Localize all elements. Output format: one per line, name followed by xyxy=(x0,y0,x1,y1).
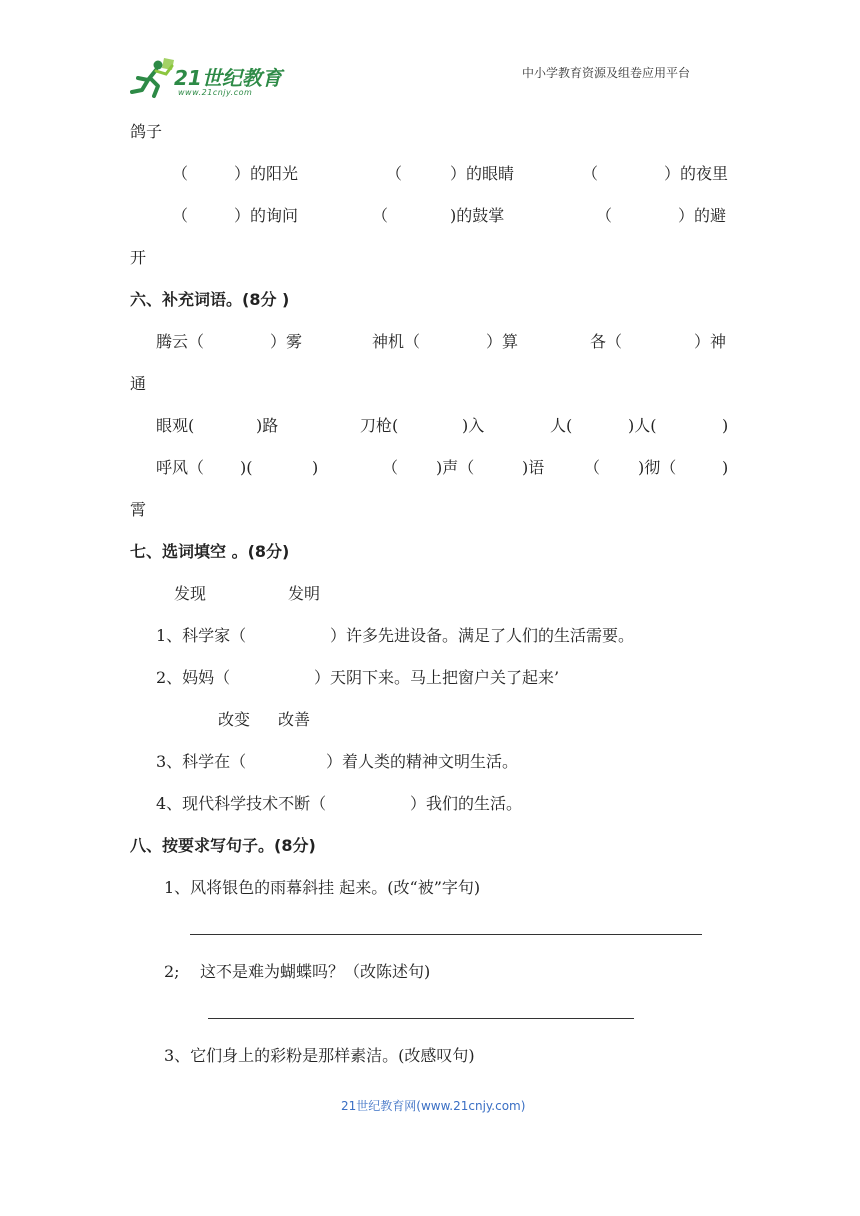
idiom-part: 呼风（ xyxy=(156,458,205,477)
phrase-text: ）的阳光 xyxy=(234,164,299,183)
phrase-text: ）的眼睛 xyxy=(450,164,515,183)
question-text: 2、妈妈（ xyxy=(156,668,231,687)
word-option: 发现 xyxy=(174,584,207,603)
idiom-part: ) xyxy=(722,416,729,435)
question-text: ）我们的生活。 xyxy=(410,794,523,813)
idiom-part: 神机（ xyxy=(372,332,421,351)
section-6-title: 六、补充词语。(8分 ) xyxy=(130,290,290,309)
answer-line-2[interactable] xyxy=(208,1018,634,1019)
phrase-text: ）的夜里 xyxy=(664,164,729,183)
blank-open: （ xyxy=(582,164,599,183)
idiom-part: ）雾 xyxy=(270,332,303,351)
footer-link[interactable]: 21世纪教育网(www.21cnjy.com) xyxy=(341,1099,526,1113)
section-7-title: 七、选词填空 。(8分) xyxy=(130,542,290,561)
blank-open: （ xyxy=(172,206,189,225)
idiom-part: )入 xyxy=(462,416,485,435)
blank-open: （ xyxy=(596,206,613,225)
idiom-part: )语 xyxy=(522,458,545,477)
idiom-part: )人( xyxy=(628,416,657,435)
blank-open: （ xyxy=(372,206,389,225)
question-text: ）天阴下来。马上把窗户关了起来’ xyxy=(314,668,560,687)
idiom-part: )彻（ xyxy=(638,458,677,477)
blank-open: （ xyxy=(386,164,403,183)
phrase-text: ）的询问 xyxy=(234,206,299,225)
question-text: ）许多先进设备。满足了人们的生活需要。 xyxy=(330,626,635,645)
platform-name: 中小学教育资源及组卷应用平台 xyxy=(522,66,691,80)
idiom-part: 腾云（ xyxy=(156,332,205,351)
question-text: 3、科学在（ xyxy=(156,752,247,771)
idiom-part: )( xyxy=(240,458,253,477)
idiom-part: ）算 xyxy=(486,332,519,351)
word-option: 发明 xyxy=(288,584,321,603)
word-option: 改变 xyxy=(218,710,251,729)
idiom-part: )声（ xyxy=(436,458,475,477)
idiom-part: 各（ xyxy=(590,332,623,351)
idiom-part: 人( xyxy=(550,416,573,435)
idiom-part: 眼观( xyxy=(156,416,195,435)
logo-url: www.21cnjy.com xyxy=(178,88,253,97)
logo-text: 21世纪教育 xyxy=(174,66,282,90)
rewrite-question-1: 1、风将银色的雨幕斜挂 起来。(改“被”字句) xyxy=(164,878,481,897)
blank-open: （ xyxy=(172,164,189,183)
question-text: 这不是难为蝴蝶吗？（改陈述句) xyxy=(200,962,431,981)
section-8-title: 八、按要求写句子。(8分) xyxy=(130,836,316,855)
idiom-row-1-wrap: 通 xyxy=(130,374,147,393)
idiom-part: ) xyxy=(722,458,729,477)
phrase-text: ）的避 xyxy=(678,206,727,225)
question-number: 2; xyxy=(164,962,180,981)
question-text: 4、现代科学技术不断（ xyxy=(156,794,327,813)
runner-logo-icon xyxy=(128,56,178,100)
idiom-part: （ xyxy=(584,458,601,477)
rewrite-question-3: 3、它们身上的彩粉是那样素洁。(改感叹句) xyxy=(164,1046,475,1065)
site-logo xyxy=(128,56,298,100)
answer-line-1[interactable] xyxy=(190,934,702,935)
idiom-part: 刀枪( xyxy=(360,416,399,435)
idiom-part: ) xyxy=(312,458,319,477)
phrase-text: )的鼓掌 xyxy=(450,206,505,225)
idiom-part: )路 xyxy=(256,416,279,435)
question-text: 1、科学家（ xyxy=(156,626,247,645)
question-text: ）着人类的精神文明生活。 xyxy=(326,752,519,771)
idiom-part: ）神 xyxy=(694,332,727,351)
word-option: 改善 xyxy=(278,710,311,729)
carry-over-tail: 鸽子 xyxy=(130,122,163,141)
phrase-row-2-wrap: 开 xyxy=(130,248,147,267)
idiom-part: （ xyxy=(382,458,399,477)
idiom-row-3-wrap: 霄 xyxy=(130,500,147,519)
